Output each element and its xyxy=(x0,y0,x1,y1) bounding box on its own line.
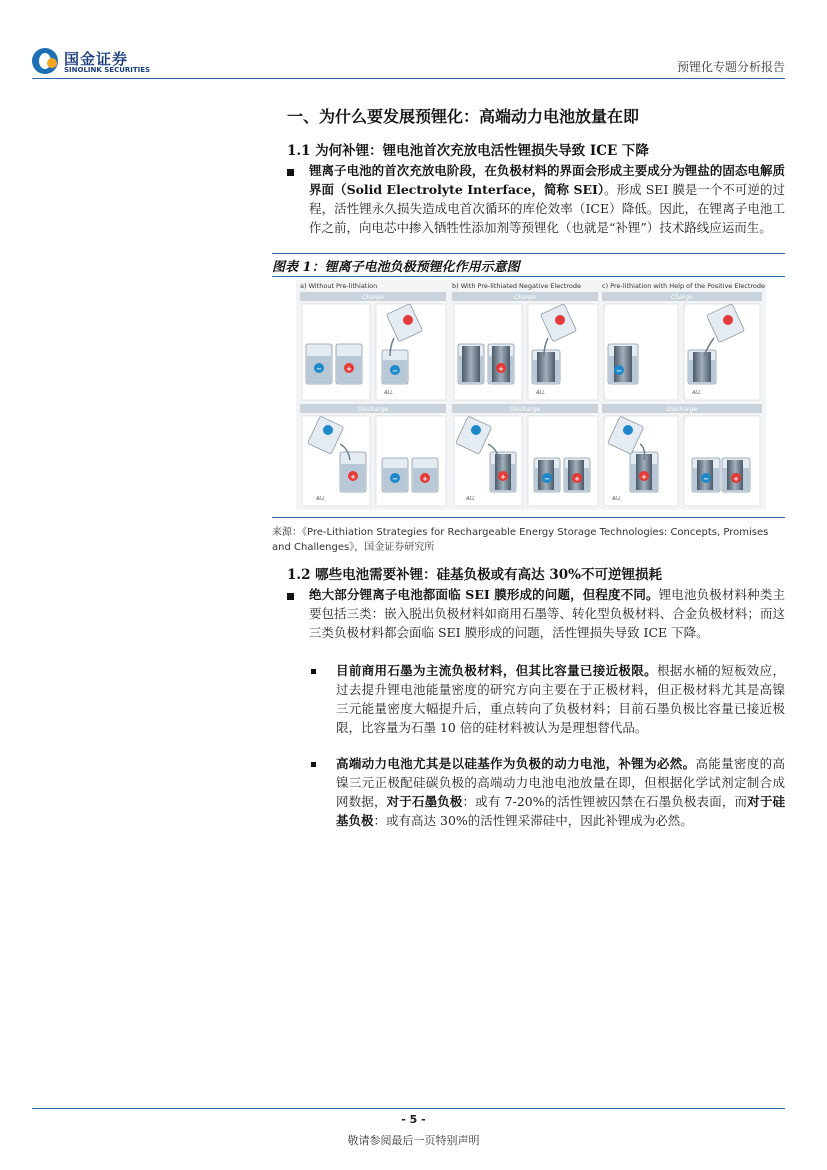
charge-label-a: Charge xyxy=(362,294,384,301)
all-label-1: ALL xyxy=(384,390,393,396)
charge-label-c: Charge xyxy=(671,294,693,301)
paragraph-graphite-bold: 目前商用石墨为主流负极材料，但其比容量已接近极限。 xyxy=(336,663,657,678)
panel-c-label: c) Pre-lithiation with Help of the Positive Electrode xyxy=(602,282,766,290)
header-divider xyxy=(32,78,785,79)
sub-bullet-marker xyxy=(311,669,316,674)
charge-label-b: Charge xyxy=(514,294,536,301)
all-label-6: ALL xyxy=(612,496,621,502)
sub-bullet-marker xyxy=(311,762,316,767)
discharge-label-c: Discharge xyxy=(666,406,698,413)
paragraph-sei xyxy=(309,161,785,237)
svg-text:−: − xyxy=(316,365,322,373)
prelithiation-diagram xyxy=(296,280,766,510)
paragraph-silicon-text-3: ：或有高达 30%的活性锂采滞硅中，因此补锂成为必然。 xyxy=(373,813,693,828)
svg-text:+: + xyxy=(346,365,352,373)
svg-text:−: − xyxy=(392,367,398,375)
subsection-title-1-2: 1.2 哪些电池需要补锂：硅基负极或有高达 30%不可逆锂损耗 xyxy=(287,567,663,583)
figure-title: 图表 1：锂离子电池负极预锂化作用示意图 xyxy=(272,260,520,275)
paragraph-sei-text: 。形成 SEI 膜是一个不可逆的过程，活性锂永久损失造成电首次循环的库伦效率（ICE）降低。因此，在锂离子电池工作之前，向电芯中掺入牺牲性添加剂等预锂化（也就是“补锂”）技术路线应运而生。 xyxy=(309,182,785,235)
svg-text:−: − xyxy=(703,475,709,483)
svg-text:−: − xyxy=(544,475,550,483)
logo-mark-icon xyxy=(32,48,58,74)
paragraph-silicon-text-1: 高能量密度的高镍三元正极配硅碳负极的高端动力电池电池放量在即，但根据化学试剂定制合成网数据， xyxy=(336,756,785,809)
paragraph-anode-text: 锂电池负极材料种类主要包括三类：嵌入脱出负极材料如商用石墨等、转化型负极材料、合金负极材料；而这三类负极材料都会面临 SEI 膜形成的问题，活性锂损失导致 ICE 下降。 xyxy=(309,587,785,640)
all-label-3: ALL xyxy=(692,390,701,396)
paragraph-silicon-bold-2: 对于石墨负极 xyxy=(386,794,463,809)
figure-top-rule xyxy=(272,253,785,254)
report-type: 预锂化专题分析报告 xyxy=(676,60,785,74)
page-number: - 5 - xyxy=(401,1113,426,1126)
svg-text:+: + xyxy=(733,475,739,483)
svg-text:+: + xyxy=(422,475,428,483)
svg-text:−: − xyxy=(616,367,622,375)
figure-title-rule xyxy=(272,276,785,277)
paragraph-anode-types xyxy=(309,585,785,642)
paragraph-silicon-bold-3: 对于硅基负极 xyxy=(336,794,785,828)
svg-text:+: + xyxy=(498,365,504,373)
paragraph-graphite-text: 根据水桶的短板效应，过去提升锂电池能量密度的研究方向主要在于正极材料，但正极材料尤其是高镍三元能量密度大幅提升后，重点转向了负极材料；目前石墨负极比容量已接近极限，比容量为石墨 10 倍的硅材料被认为是理想替代品。 xyxy=(336,663,785,735)
discharge-label-b: Discharge xyxy=(509,406,541,413)
svg-text:+: + xyxy=(500,473,506,481)
all-label-2: ALL xyxy=(536,390,545,396)
bullet-marker xyxy=(287,593,294,600)
paragraph-silicon-anode xyxy=(336,754,785,830)
svg-text:+: + xyxy=(350,473,356,481)
all-label-4: ALL xyxy=(316,496,325,502)
paragraph-anode-bold: 绝大部分锂离子电池都面临 SEI 膜形成的问题，但程度不同。 xyxy=(309,587,659,602)
figure-source: 来源：《Pre-Lithiation Strategies for Rechargeable Energy Storage Technologies: Concepts, Promises and Challenges》，国金证券研究所 xyxy=(272,527,769,553)
panel-b-label: b) With Pre-lithiated Negative Electrode xyxy=(452,282,581,290)
section-title: 一、为什么要发展预锂化：高端动力电池放量在即 xyxy=(287,107,640,126)
company-logo xyxy=(32,48,172,78)
figure-bottom-rule xyxy=(272,517,785,518)
bullet-marker xyxy=(287,169,294,176)
svg-text:+: + xyxy=(641,473,647,481)
logo-name-cn: 国金证券 xyxy=(64,50,129,68)
discharge-label-a: Discharge xyxy=(357,406,389,413)
paragraph-silicon-bold: 高端动力电池尤其是以硅基作为负极的动力电池，补锂为必然。 xyxy=(336,756,696,771)
paragraph-sei-bold: 锂离子电池的首次充放电阶段，在负极材料的界面会形成主要成分为锂盐的固态电解质界面（Solid Electrolyte Interface，简称 SEI） xyxy=(309,163,785,197)
panel-a-label: a) Without Pre-lithiation xyxy=(300,282,378,290)
paragraph-silicon-text-2: ：或有 7-20%的活性锂被囚禁在石墨负极表面，而 xyxy=(462,794,748,809)
svg-text:−: − xyxy=(392,475,398,483)
paragraph-graphite-limit xyxy=(336,661,785,737)
all-label-5: ALL xyxy=(466,496,475,502)
footer-divider xyxy=(32,1108,785,1109)
logo-name-en: SINOLINK SECURITIES xyxy=(64,66,151,74)
svg-text:+: + xyxy=(574,475,580,483)
subsection-title-1-1: 1.1 为何补锂：锂电池首次充放电活性锂损失导致 ICE 下降 xyxy=(287,143,649,159)
disclaimer-note: 敬请参阅最后一页特别声明 xyxy=(347,1134,480,1147)
